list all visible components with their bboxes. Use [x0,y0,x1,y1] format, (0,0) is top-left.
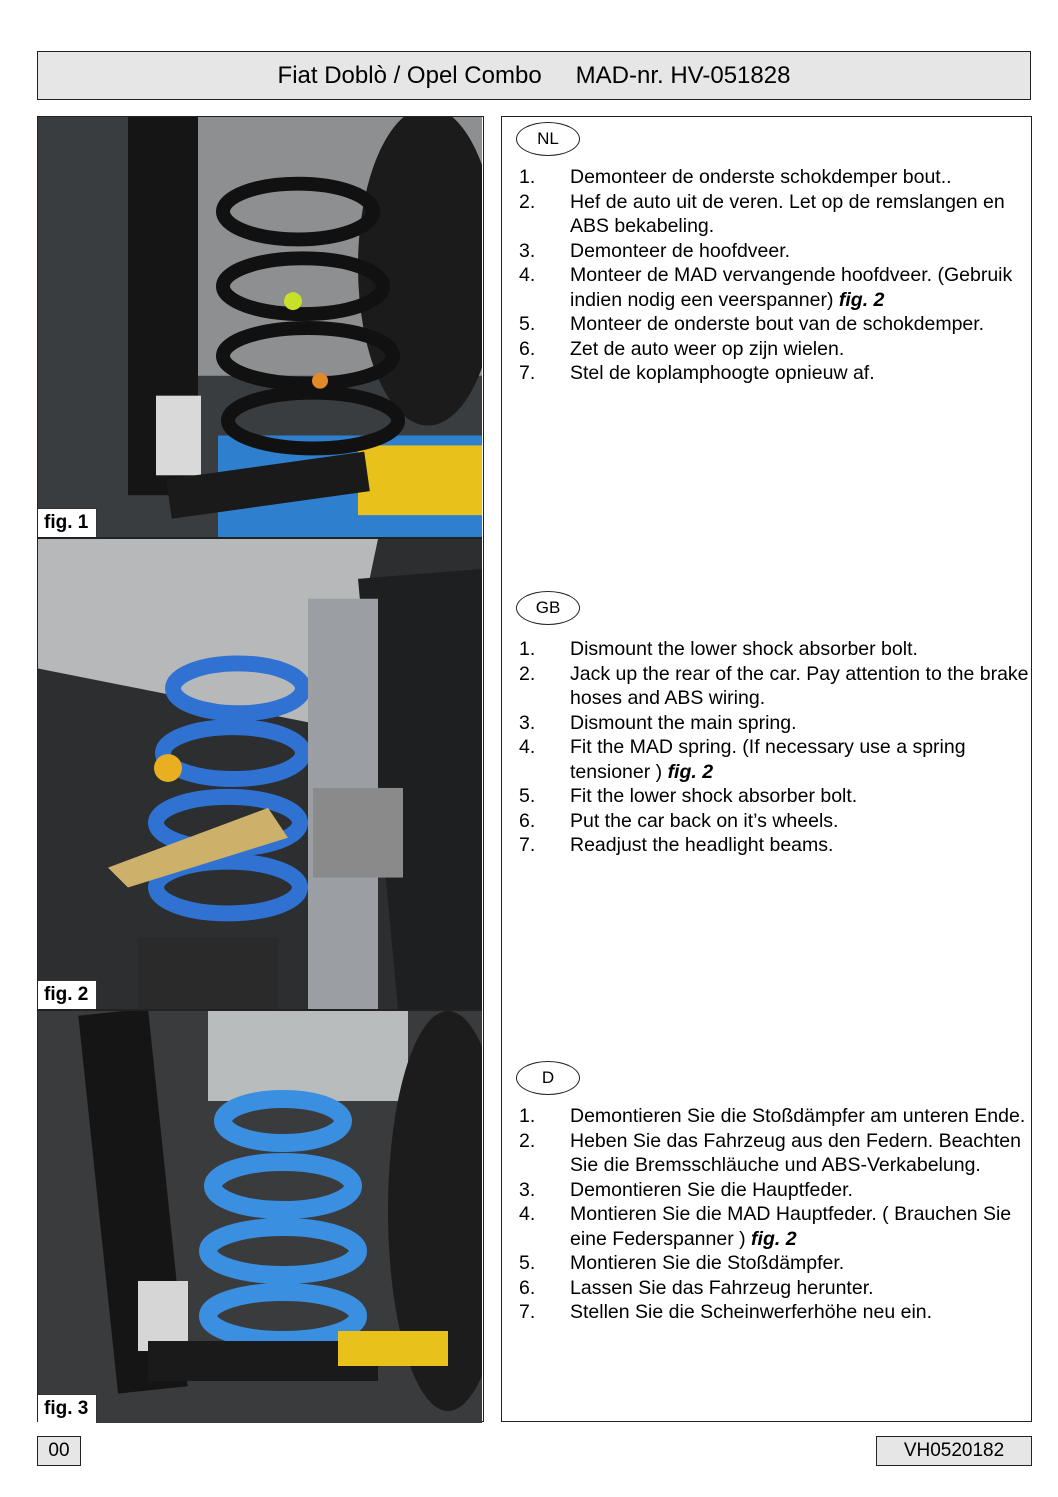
figure-reference: fig. 2 [838,288,885,311]
step-item: 1. Demonteer de onderste schokdemper bout.. [519,166,952,188]
figure-1-label: fig. 1 [38,508,97,537]
steps-d [502,1104,1031,1325]
step-item: 5. Monteer de onderste bout van de schokdemper. [519,313,985,335]
step-item: 1. Dismount the lower shock absorber bolt. [519,638,918,660]
step-item: 4. Montieren Sie die MAD Hauptfeder. ( Brauchen Sie eine Federspanner ) fig. 2 [519,1203,1012,1250]
step-item: 7. Stel de koplamphoogte opnieuw af. [519,362,875,384]
step-item: 5. Montieren Sie die Stoßdämpfer. [519,1252,845,1274]
vehicle-model: Fiat Doblò / Opel Combo [277,61,542,89]
step-item: 2. Jack up the rear of the car. Pay attention to the brake hoses and ABS wiring. [519,662,1029,709]
step-item: 6. Lassen Sie das Fahrzeug herunter. [519,1276,874,1299]
step-item: 3. Demonteer de hoofdveer. [519,239,791,262]
step-item: 4. Monteer de MAD vervangende hoofdveer. (Gebruik indien nodig een veerspanner) fig. 2 [519,264,1013,311]
step-item: 5. Fit the lower shock absorber bolt. [519,785,858,807]
step-item: 7. Stellen Sie die Scheinwerferhöhe neu ein. [519,1301,933,1323]
step-item: 3. Dismount the main spring. [519,711,797,734]
step-item: 6. Put the car back on it’s wheels. [519,809,839,832]
document-code: VH0520182 [876,1436,1032,1466]
figure-2-image [38,539,482,1009]
language-badge-d: D [516,1061,580,1095]
step-item: 7. Readjust the headlight beams. [519,834,834,856]
figure-1-photo [38,117,482,539]
page-number: 00 [37,1436,81,1466]
figure-1-image [38,117,482,537]
step-item: 4. Fit the MAD spring. (If necessary use a spring tensioner ) fig. 2 [519,736,966,783]
figure-2-photo [38,539,482,1011]
figure-2-label: fig. 2 [38,980,97,1009]
language-badge-nl: NL [516,122,580,156]
figure-reference: fig. 2 [751,1227,797,1250]
step-item: 2. Heben Sie das Fahrzeug aus den Federn. Beachten Sie die Bremsschläuche und ABS-Verkabelung. [519,1129,1021,1176]
document-header [37,51,1031,100]
figure-3-label: fig. 3 [38,1394,97,1423]
step-item: 6. Zet de auto weer op zijn wielen. [519,337,845,360]
figure-3-image [38,1011,482,1423]
language-badge-gb: GB [516,591,580,625]
step-item: 3. Demontieren Sie die Hauptfeder. [519,1178,853,1201]
instructions-panel [501,116,1032,1422]
figure-3-photo [38,1011,482,1423]
steps-gb [502,637,1031,858]
photo-column [37,116,484,1422]
steps-nl [502,165,1031,386]
figure-reference: fig. 2 [667,760,714,783]
step-item: 1. Demontieren Sie die Stoßdämpfer am unteren Ende. [519,1105,1026,1127]
mad-number: MAD-nr. HV-051828 [575,61,791,89]
step-item: 2. Hef de auto uit de veren. Let op de remslangen en ABS bekabeling. [519,190,1005,237]
